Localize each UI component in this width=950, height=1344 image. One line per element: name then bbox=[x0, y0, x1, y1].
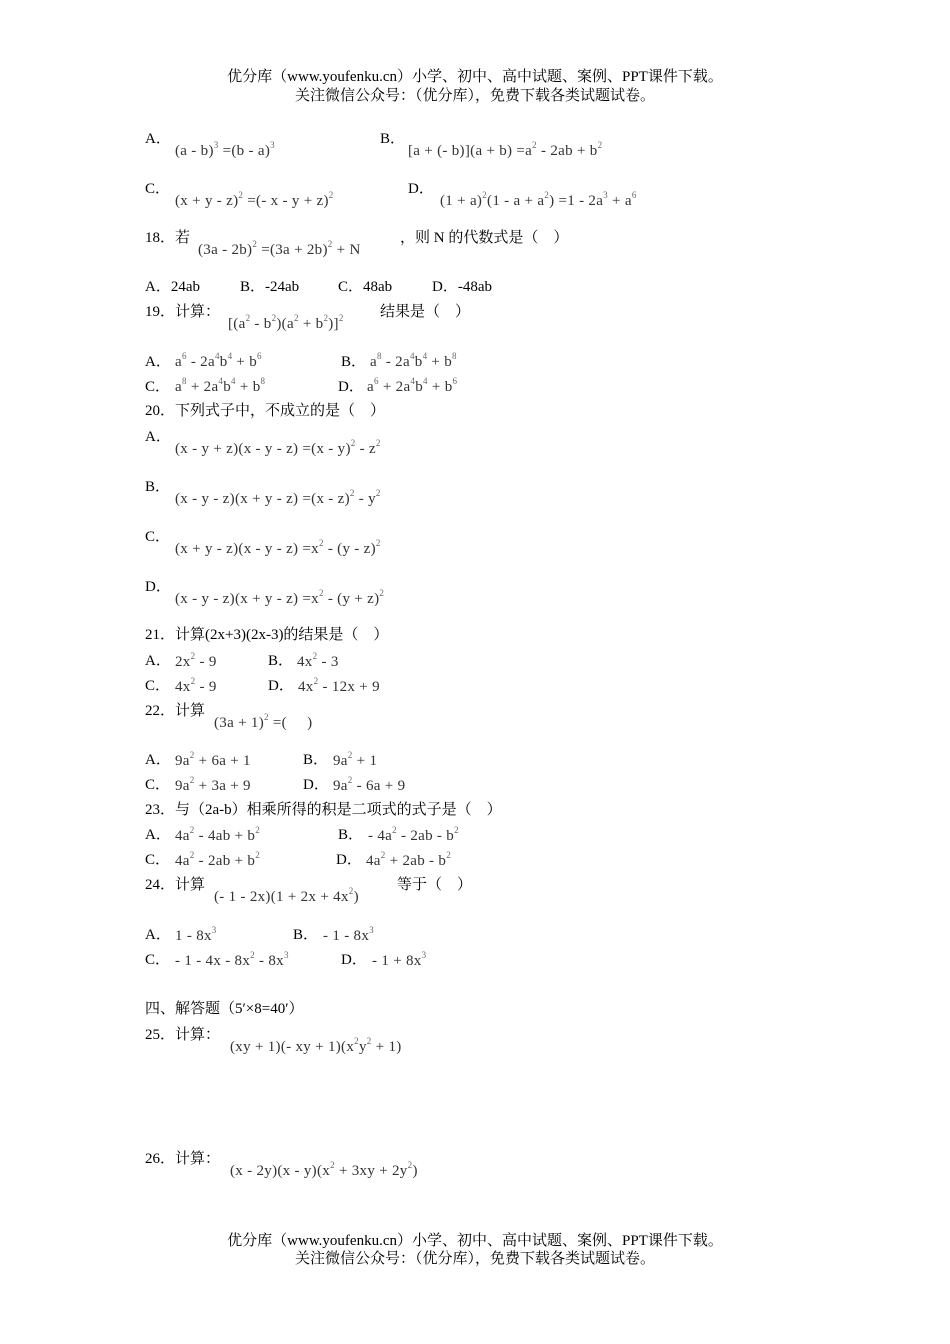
header-line-2: 关注微信公众号：（优分库），免费下载各类试题试卷。 bbox=[294, 88, 655, 104]
q20-option-c-label: C． bbox=[145, 529, 171, 545]
q19-option-d-label: D． bbox=[338, 379, 364, 395]
q20-option-d-label: D． bbox=[145, 579, 171, 595]
q18-suffix: ，则 N 的代数式是（ ） bbox=[400, 230, 569, 246]
q19-formula: $[(a^2 - b^2)(a^2 + b^2)]^2$ bbox=[228, 313, 344, 332]
q24-option-a-formula: $1 - 8x^3$ bbox=[175, 925, 217, 944]
q23-option-d-formula: $4a^2 + 2ab - b^2$ bbox=[366, 850, 452, 869]
q17-option-b-label: B． bbox=[380, 131, 406, 147]
q23-option-a-formula: $4a^2 - 4ab + b^2$ bbox=[175, 825, 261, 844]
q23-stem: 23．与（2a-b）相乘所得的积是二项式的式子是（ ） bbox=[145, 802, 502, 818]
q18-option-d: D．-48ab bbox=[432, 279, 492, 295]
q19-option-a-label: A． bbox=[145, 354, 171, 370]
q17-option-d-formula: $(1 + a)^2(1 - a + a^2) =1 - 2a^3 + a^6$ bbox=[440, 190, 637, 209]
footer-line-2: 关注微信公众号：（优分库），免费下载各类试题试卷。 bbox=[294, 1251, 655, 1267]
q23-option-b-label: B． bbox=[338, 827, 364, 843]
q21-option-d-label: D． bbox=[268, 678, 294, 694]
q18-option-b: B．-24ab bbox=[240, 279, 300, 295]
q19-option-c-formula: $a^8 + 2a^4b^4 + b^8$ bbox=[175, 376, 266, 395]
q23-option-d-label: D． bbox=[336, 852, 362, 868]
q20-option-b-label: B． bbox=[145, 479, 171, 495]
q25-formula: (xy + 1)(- xy + $1)(x^2y^2 + 1)$ bbox=[230, 1036, 402, 1055]
q24-option-a-label: A． bbox=[145, 927, 171, 943]
footer-line-1: 优分库（www.youfenku.cn）小学、初中、高中试题、案例、PPT课件下载。 bbox=[227, 1233, 723, 1249]
q22-prefix: 22．计算 bbox=[145, 703, 206, 719]
q26-formula: $(x - 2y)(x - y)(x^2 + 3xy + 2y^2)$ bbox=[230, 1160, 418, 1179]
q18-option-c: C．48ab bbox=[338, 279, 393, 295]
header-line-1: 优分库（www.youfenku.cn）小学、初中、高中试题、案例、PPT课件下载。 bbox=[227, 69, 723, 85]
q24-option-c-label: C． bbox=[145, 952, 171, 968]
q22-option-b-formula: $9a^2 + 1$ bbox=[333, 750, 378, 769]
q21-option-b-formula: $4x^2 - 3$ bbox=[297, 651, 339, 670]
q24-option-b-label: B． bbox=[293, 927, 319, 943]
q18-formula: $(3a - 2b)^2 =(3a + 2b)^2 + N$ bbox=[198, 239, 361, 258]
q24-formula: (- $1 - 2x)(1 + 2x + 4x^2)$ bbox=[214, 886, 359, 905]
q24-suffix: 等于（ ） bbox=[397, 877, 473, 893]
q20-stem: 20．下列式子中，不成立的是（ ） bbox=[145, 403, 386, 419]
q21-stem: 21．计算(2x+3)(2x-3)的结果是（ ） bbox=[145, 627, 389, 643]
q24-option-d-formula: - $1 + 8x^3$ bbox=[372, 950, 427, 969]
q23-option-b-formula: - $4a^2 - 2ab - b^2$ bbox=[368, 825, 459, 844]
q17-option-c-formula: $(x + y - z)^2$ =(- x - y + z)$^2$ bbox=[175, 190, 334, 209]
q24-option-d-label: D． bbox=[341, 952, 367, 968]
q17-option-d-label: D． bbox=[408, 181, 434, 197]
q20-option-d-formula: $(x - y - z)(x + y - z) =x^2 - (y + z)^2$ bbox=[175, 588, 385, 607]
q21-option-c-formula: $4x^2 - 9$ bbox=[175, 676, 217, 695]
q21-option-b-label: B． bbox=[268, 653, 294, 669]
q17-option-b-formula: [a + (- $b)](a + b) =a^2 - 2ab + b^2$ bbox=[408, 140, 603, 159]
q21-option-c-label: C． bbox=[145, 678, 171, 694]
section-4-title: 四、解答题（5′×8=40′） bbox=[145, 1001, 304, 1017]
q19-option-d-formula: $a^6 + 2a^4b^4 + b^6$ bbox=[367, 376, 458, 395]
q19-option-c-label: C． bbox=[145, 379, 171, 395]
q26-prefix: 26．计算： bbox=[145, 1151, 221, 1167]
q23-option-c-formula: $4a^2 - 2ab + b^2$ bbox=[175, 850, 261, 869]
q22-option-d-formula: $9a^2 - 6a + 9$ bbox=[333, 775, 406, 794]
q24-option-c-formula: - $1 - 4x - 8x^2 - 8x^3$ bbox=[175, 950, 289, 969]
q20-option-b-formula: $(x - y - z)(x + y - z) =(x - z)^2 - y^2$ bbox=[175, 488, 381, 507]
q18-prefix: 18．若 bbox=[145, 230, 191, 246]
q21-option-a-formula: $2x^2 - 9$ bbox=[175, 651, 217, 670]
q18-option-a: A．24ab bbox=[145, 279, 200, 295]
q17-option-c-label: C． bbox=[145, 181, 171, 197]
q21-option-a-label: A． bbox=[145, 653, 171, 669]
q22-option-a-label: A． bbox=[145, 752, 171, 768]
q22-option-a-formula: $9a^2 + 6a + 1$ bbox=[175, 750, 251, 769]
q22-option-d-label: D． bbox=[303, 777, 329, 793]
q19-option-b-label: B． bbox=[341, 354, 367, 370]
q20-option-a-label: A． bbox=[145, 429, 171, 445]
q20-option-a-formula: $(x - y + z)(x - y - z) =(x - y)^2 - z^2$ bbox=[175, 438, 381, 457]
q22-formula: $(3a + 1)^2$ =( ) bbox=[214, 712, 313, 731]
q23-option-c-label: C． bbox=[145, 852, 171, 868]
q22-option-c-formula: $9a^2 + 3a + 9$ bbox=[175, 775, 251, 794]
q20-option-c-formula: $(x + y - z)(x - y - z) =x^2 - (y - z)^2$ bbox=[175, 538, 381, 557]
q19-option-b-formula: $a^8 - 2a^4b^4 + b^8$ bbox=[370, 351, 457, 370]
q19-suffix: 结果是（ ） bbox=[380, 304, 471, 320]
q17-option-a-formula: (a - b)$^3$ =(b - a)$^3$ bbox=[175, 140, 275, 159]
q19-prefix: 19．计算： bbox=[145, 304, 221, 320]
q17-option-a-label: A． bbox=[145, 131, 171, 147]
q22-option-b-label: B． bbox=[303, 752, 329, 768]
q24-option-b-formula: - $1 - 8x^3$ bbox=[323, 925, 374, 944]
q25-prefix: 25．计算： bbox=[145, 1027, 221, 1043]
q24-prefix: 24．计算 bbox=[145, 877, 206, 893]
q21-option-d-formula: $4x^2 - 12x + 9$ bbox=[298, 676, 380, 695]
q22-option-c-label: C． bbox=[145, 777, 171, 793]
q19-option-a-formula: $a^6 - 2a^4b^4 + b^6$ bbox=[175, 351, 262, 370]
q23-option-a-label: A． bbox=[145, 827, 171, 843]
